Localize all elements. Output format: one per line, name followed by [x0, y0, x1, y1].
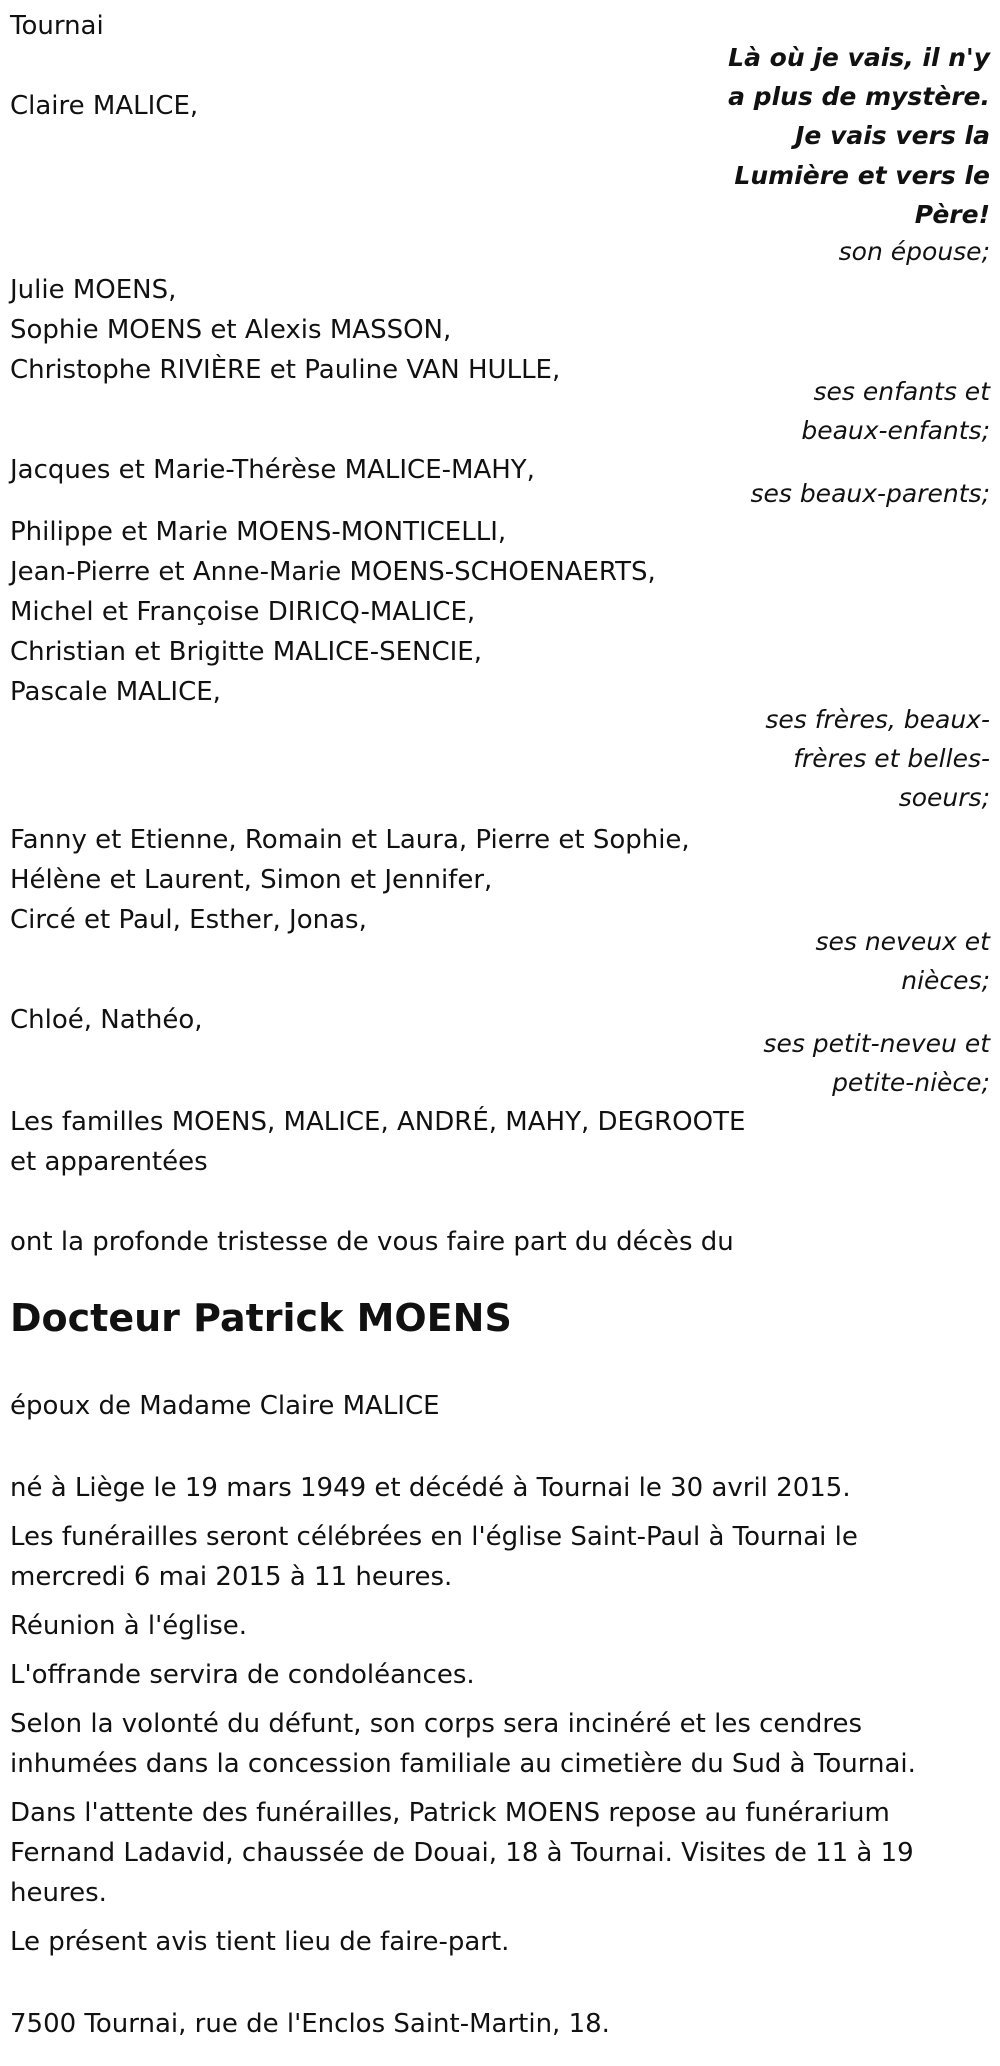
- quote-line: Lumière et vers le: [734, 161, 990, 190]
- detail-line: heures.: [10, 1878, 107, 1908]
- quote-line: Père!: [914, 200, 990, 229]
- sibling-name: Pascale MALICE,: [10, 677, 221, 707]
- parents-in-law-relation: ses beaux-parents;: [750, 479, 990, 508]
- grandnephew-name: Chloé, Nathéo,: [10, 1005, 203, 1035]
- sibling-name: Christian et Brigitte MALICE-SENCIE,: [10, 637, 482, 667]
- detail-line: Réunion à l'église.: [10, 1611, 248, 1641]
- announcement: ont la profonde tristesse de vous faire part du décès du: [10, 1227, 734, 1257]
- child-name: Sophie MOENS et Alexis MASSON,: [10, 315, 452, 345]
- children-relation: ses enfants et: [813, 377, 990, 406]
- detail-line: Les funérailles seront célébrées en l'église Saint-Paul à Tournai le: [10, 1522, 858, 1552]
- nephew-name: Fanny et Etienne, Romain et Laura, Pierre et Sophie,: [10, 825, 690, 855]
- grandnephews-relation: petite-nièce;: [832, 1068, 990, 1097]
- grandnephews-relation: ses petit-neveu et: [763, 1029, 990, 1058]
- nephews-relation: nièces;: [901, 966, 990, 995]
- quote-line: Là où je vais, il n'y: [728, 43, 990, 72]
- sibling-name: Michel et Françoise DIRICQ-MALICE,: [10, 597, 476, 627]
- siblings-relation: soeurs;: [898, 783, 990, 812]
- parents-in-law-name: Jacques et Marie-Thérèse MALICE-MAHY,: [10, 455, 535, 485]
- address: 7500 Tournai, rue de l'Enclos Saint-Martin, 18.: [10, 2009, 610, 2039]
- detail-line: Le présent avis tient lieu de faire-part.: [10, 1927, 510, 1957]
- nephew-name: Circé et Paul, Esther, Jonas,: [10, 905, 367, 935]
- children-relation: beaux-enfants;: [801, 416, 990, 445]
- detail-line: L'offrande servira de condoléances.: [10, 1660, 475, 1690]
- quote-line: Je vais vers la: [795, 121, 990, 150]
- child-name: Julie MOENS,: [10, 275, 177, 305]
- spouse-relation: son épouse;: [838, 237, 990, 266]
- detail-line: Dans l'attente des funérailles, Patrick MOENS repose au funérarium: [10, 1798, 890, 1828]
- siblings-relation: ses frères, beaux-: [765, 705, 990, 734]
- city: Tournai: [10, 11, 104, 41]
- quote-line: a plus de mystère.: [728, 82, 990, 111]
- detail-line: né à Liège le 19 mars 1949 et décédé à Tournai le 30 avril 2015.: [10, 1473, 851, 1503]
- detail-line: Selon la volonté du défunt, son corps sera incinéré et les cendres: [10, 1709, 863, 1739]
- sibling-name: Philippe et Marie MOENS-MONTICELLI,: [10, 517, 507, 547]
- families-line: et apparentées: [10, 1147, 208, 1177]
- sibling-name: Jean-Pierre et Anne-Marie MOENS-SCHOENAERTS,: [10, 557, 656, 587]
- spouse-name: Claire MALICE,: [10, 91, 199, 121]
- spouse-line: époux de Madame Claire MALICE: [10, 1391, 440, 1421]
- detail-line: Fernand Ladavid, chaussée de Douai, 18 à Tournai. Visites de 11 à 19: [10, 1838, 914, 1868]
- deceased-name: Docteur Patrick MOENS: [10, 1296, 512, 1340]
- nephews-relation: ses neveux et: [815, 927, 990, 956]
- nephew-name: Hélène et Laurent, Simon et Jennifer,: [10, 865, 493, 895]
- detail-line: mercredi 6 mai 2015 à 11 heures.: [10, 1562, 453, 1592]
- families-line: Les familles MOENS, MALICE, ANDRÉ, MAHY, DEGROOTE: [10, 1107, 746, 1137]
- child-name: Christophe RIVIÈRE et Pauline VAN HULLE,: [10, 355, 561, 385]
- detail-line: inhumées dans la concession familiale au cimetière du Sud à Tournai.: [10, 1749, 916, 1779]
- siblings-relation: frères et belles-: [793, 744, 990, 773]
